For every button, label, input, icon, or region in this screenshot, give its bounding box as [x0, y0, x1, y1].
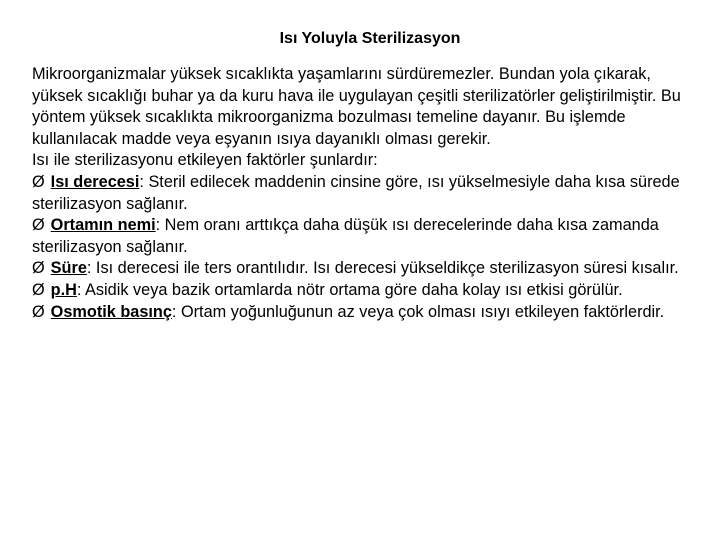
- intro-paragraph: Mikroorganizmalar yüksek sıcaklıkta yaşamlarını sürdüremezler. Bundan yola çıkarak, yüksek sıcaklığı buhar ya da kuru hava ile uygulayan çeşitli sterilizatörler geliştirilmiştir. Bu yöntem yüksek sıcaklıkta mikroorganizma bozulması temeline dayanır. Bu işlemde kullanılacak madde veya eşyanın ısıya dayanıklı olması gerekir.: [32, 65, 681, 148]
- factor-item-humidity: [32, 215, 696, 258]
- bullet-arrow-icon: Ø: [32, 259, 45, 278]
- factor-item-ph: [32, 280, 696, 302]
- bullet-arrow-icon: Ø: [32, 280, 45, 299]
- bullet-arrow-icon: Ø: [32, 216, 45, 235]
- bullet-arrow-icon: Ø: [32, 172, 45, 191]
- factor-term: Isı derecesi: [50, 172, 140, 191]
- factor-description: : Nem oranı arttıkça daha düşük ısı derecelerinde daha kısa zamanda sterilizasyon sağlanır.: [32, 216, 659, 256]
- factor-item-osmotic-pressure: [32, 302, 696, 324]
- factors-heading: Isı ile sterilizasyonu etkileyen faktörler şunlardır:: [32, 151, 378, 170]
- factor-item-duration: [32, 258, 696, 280]
- content-body: [32, 64, 696, 323]
- factor-description: : Asidik veya bazik ortamlarda nötr ortama göre daha kolay ısı etkisi görülür.: [76, 280, 623, 299]
- factor-description: : Steril edilecek maddenin cinsine göre, ısı yükselmesiyle daha kısa sürede sterilizasyon sağlanır.: [32, 172, 680, 213]
- factor-item-temperature: [32, 172, 696, 215]
- page-title: Isı Yoluyla Sterilizasyon: [279, 30, 461, 47]
- factor-term: Ortamın nemi: [50, 216, 156, 235]
- factor-term: Süre: [50, 259, 87, 278]
- factor-description: : Ortam yoğunluğunun az veya çok olması ısıyı etkileyen faktörlerdir.: [171, 302, 665, 321]
- factor-term: p.H: [50, 280, 77, 299]
- factor-term: Osmotik basınç: [50, 302, 172, 321]
- bullet-arrow-icon: Ø: [32, 302, 45, 321]
- factor-description: : Isı derecesi ile ters orantılıdır. Isı derecesi yükseldikçe sterilizasyon süresi kısalır.: [86, 259, 679, 278]
